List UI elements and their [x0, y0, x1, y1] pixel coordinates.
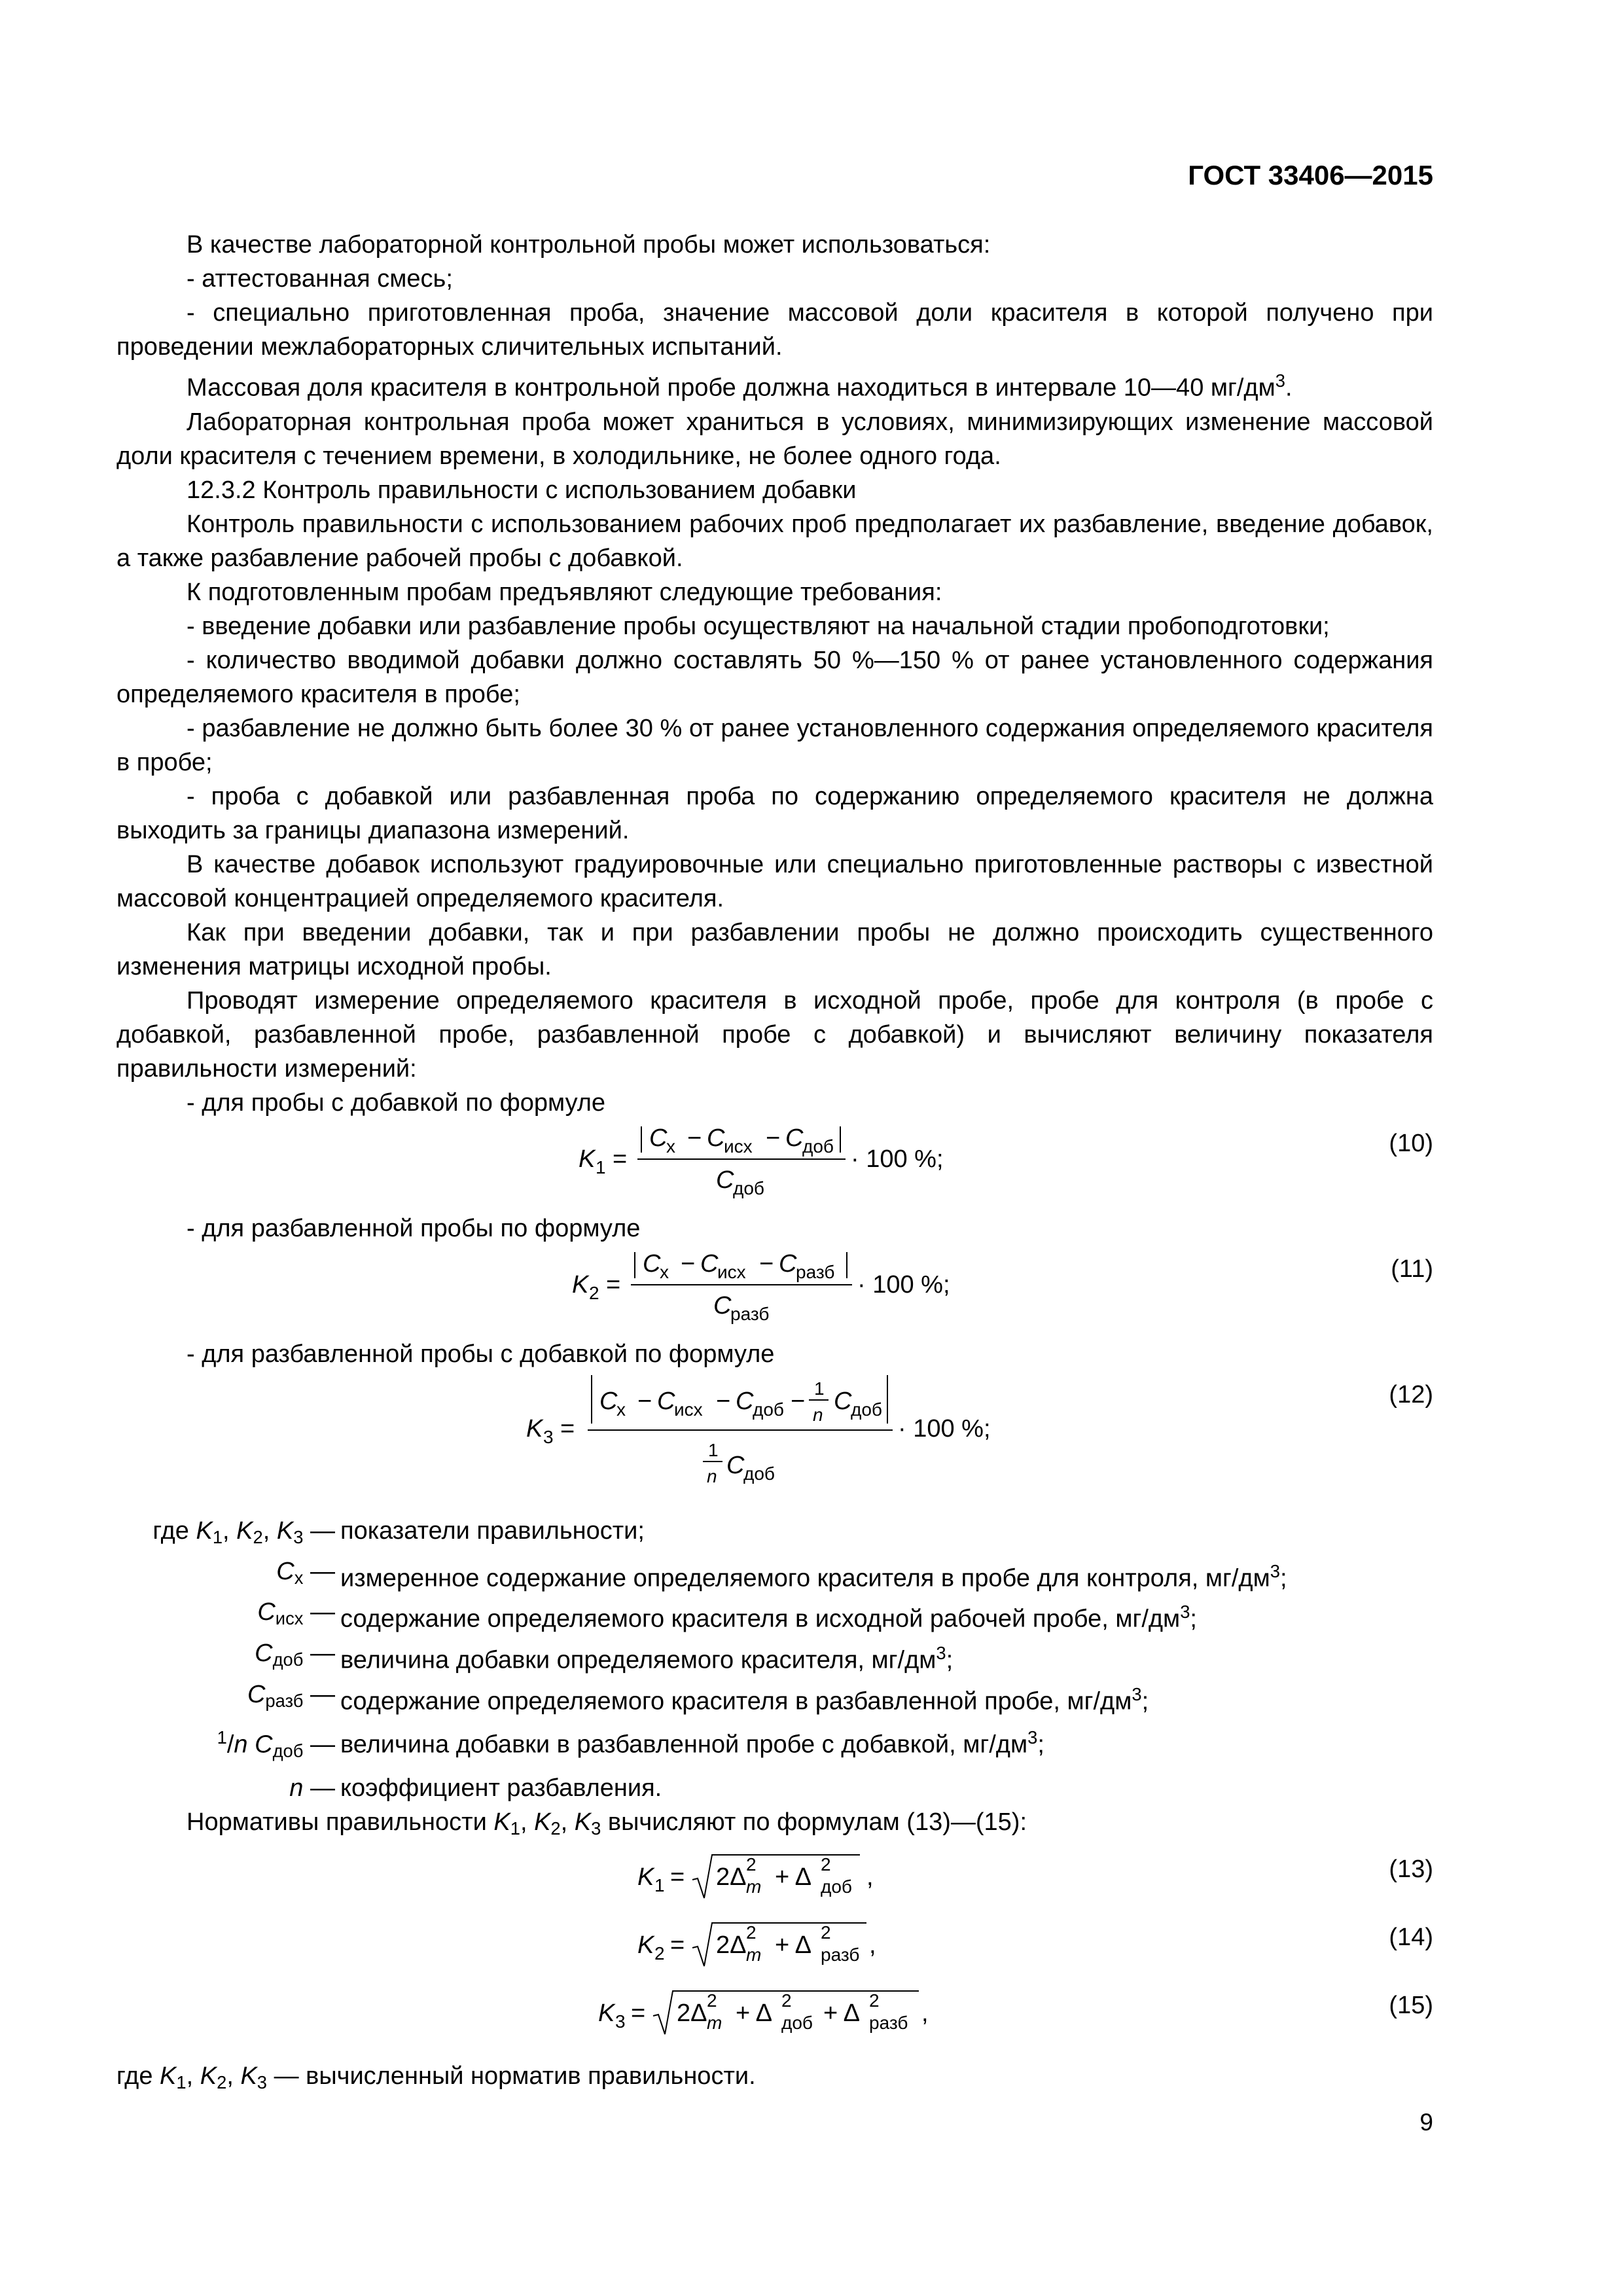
svg-text:=: = — [606, 1270, 621, 1299]
svg-text:=: = — [631, 1999, 646, 2027]
craz-subscript: разб — [796, 1261, 835, 1282]
formula-intro: - для разбавленной пробы с добавкой по формуле — [187, 1340, 775, 1368]
formula-13-svg — [637, 1846, 912, 1914]
list-item: - специально приготовленная проба, значение массовой доли красителя в которой получено при проведении межлабораторных сличительных испытаний. — [116, 299, 1433, 361]
formula-11 — [116, 1246, 1433, 1327]
svg-text:=: = — [613, 1145, 628, 1173]
formula-number: (11) — [1391, 1255, 1433, 1283]
cx-subscript: x — [660, 1261, 669, 1282]
plus-delta-2: + Δ — [823, 1999, 861, 2027]
formula-end: , — [869, 1931, 876, 1959]
list-item: - проба с добавкой или разбавленная проба по содержанию определяемого красителя не должна выходить за границы диапазона измерений. — [116, 782, 1433, 844]
lhs-subscript: 1 — [596, 1157, 606, 1177]
svg-text:=: = — [670, 1931, 685, 1959]
def-symbol: $C_{разб}$ — — [247, 1680, 335, 1711]
def-symbol: $C_{доб}$ — — [255, 1639, 335, 1670]
formula-14 — [116, 1914, 1433, 1982]
formula-tail: · 100 %; — [898, 1414, 991, 1443]
svg-text:−: − — [716, 1387, 731, 1415]
den-subscript: доб — [733, 1177, 764, 1198]
den-fraction-one: 1 — [708, 1439, 719, 1460]
cx-symbol: C — [649, 1124, 668, 1152]
def-description: содержание определяемого красителя в разбавленной пробе, $мг/дм^3$; — [340, 1683, 1149, 1715]
list-item: - разбавление не должно быть более 30 % от ранее установленного содержания определяемого красителя в пробе; — [116, 714, 1433, 776]
formula-end: , — [921, 1999, 929, 2027]
den-symbol: C — [713, 1291, 732, 1319]
lhs-subscript: 2 — [654, 1943, 665, 1964]
formula-15-svg — [598, 1982, 952, 2050]
square: 2 — [746, 1922, 757, 1943]
definitions-list — [116, 1514, 1433, 1805]
s2-subscript: доб — [781, 2012, 813, 2033]
den-subscript: разб — [730, 1303, 770, 1324]
formula-12 — [116, 1371, 1433, 1499]
page-number: 9 — [1419, 2109, 1433, 2136]
formula-10 — [116, 1120, 1433, 1201]
formula-end: , — [866, 1863, 874, 1891]
plus-delta: + Δ — [775, 1931, 812, 1959]
svg-text:−: − — [766, 1124, 781, 1152]
lhs-subscript: 2 — [589, 1282, 599, 1303]
unit-superscript: 3 — [1275, 370, 1285, 391]
lhs-symbol: K — [572, 1270, 589, 1299]
delta-term: 2Δ — [716, 1863, 747, 1891]
cisx-subscript: исх — [674, 1399, 703, 1420]
def-description: величина добавки в разбавленной пробе с добавкой, $мг/дм^3$; — [340, 1727, 1044, 1759]
section-heading: 12.3.2 Контроль правильности с использованием добавки — [187, 476, 857, 504]
s2-subscript: разб — [821, 1944, 860, 1965]
def-description: измеренное содержание определяемого красителя в пробе для контроля, $мг/дм^3$; — [340, 1560, 1287, 1592]
def-symbol: n — — [289, 1774, 335, 1802]
def-description: содержание определяемого красителя в исходной рабочей пробе, $мг/дм^3$; — [340, 1602, 1197, 1633]
paragraph: Как при введении добавки, так и при разбавлении пробы не должно происходить существенного изменения матрицы исходной пробы. — [116, 918, 1433, 980]
svg-text:−: − — [637, 1387, 652, 1415]
paragraph: Контроль правильности с использованием рабочих проб предполагает их разбавление, введение добавок, а также разбавление рабочей пробы с добавкой. — [116, 510, 1433, 572]
list-item: - количество вводимой добавки должно составлять 50 %—150 % от ранее установленного содержания определяемого красителя в пробе; — [116, 646, 1433, 708]
den-fraction-n: n — [707, 1465, 717, 1486]
formula-11-svg — [572, 1246, 978, 1327]
cisx-symbol: C — [707, 1124, 725, 1152]
list-item: - введение добавки или разбавление пробы осуществляют на начальной стадии пробоподготовки; — [187, 612, 1330, 640]
formula-number: (13) — [1389, 1855, 1433, 1883]
def-symbol: $^1$/n $C_{доб}$ — — [217, 1727, 335, 1761]
svg-text:=: = — [560, 1414, 575, 1443]
delta-term: 2Δ — [677, 1999, 707, 2027]
formula-number: (14) — [1389, 1923, 1433, 1951]
paragraph: К подготовленным пробам предъявляют следующие требования: — [187, 578, 942, 606]
den-symbol: C — [726, 1451, 745, 1479]
square: 2 — [707, 1990, 717, 2011]
paragraph: Проводят измерение определяемого красителя в исходной пробе, пробе для контроля (в пробе с добавкой, разбавленной пробе, разбавленной пробе с добавкой) и вычисляют величину показателя правильности измерений: — [116, 986, 1433, 1083]
lhs-symbol: K — [637, 1863, 654, 1891]
fraction-one: 1 — [814, 1378, 825, 1399]
formula-number: (12) — [1389, 1380, 1433, 1408]
def-symbol: где $K_1$, $K_2$, $K_3$ — — [152, 1516, 335, 1547]
svg-text:=: = — [670, 1863, 685, 1891]
square: 2 — [821, 1854, 831, 1874]
def-description: коэффициент разбавления. — [340, 1774, 662, 1802]
m-subscript: m — [746, 1944, 762, 1965]
svg-text:−: − — [681, 1249, 696, 1278]
m-subscript: m — [746, 1876, 762, 1897]
lhs-subscript: 3 — [615, 2011, 626, 2032]
cdob-subscript: доб — [753, 1399, 784, 1420]
paragraph-text: Массовая доля красителя в контрольной пробе должна находиться в интервале 10—40 мг/дм — [187, 374, 1275, 402]
cx-subscript: x — [616, 1399, 626, 1420]
lhs-symbol: K — [637, 1931, 654, 1959]
svg-text:−: − — [791, 1387, 806, 1415]
def-description: величина добавки определяемого красителя, $мг/дм^3$; — [340, 1642, 954, 1674]
def-symbol: $C_{исх}$ — — [257, 1598, 335, 1628]
den-subscript: доб — [743, 1463, 775, 1484]
cisx-symbol: C — [700, 1249, 719, 1278]
s2-subscript: доб — [821, 1876, 852, 1897]
paragraph: В качестве лабораторной контрольной пробы может использоваться: — [187, 231, 991, 259]
den-symbol: C — [716, 1166, 734, 1194]
s3-subscript: разб — [869, 2012, 908, 2033]
svg-text:−: − — [687, 1124, 702, 1152]
lhs-symbol: K — [526, 1414, 543, 1443]
cdob-symbol: C — [785, 1124, 804, 1152]
lhs-symbol: K — [579, 1145, 596, 1173]
c2-symbol: C — [834, 1387, 852, 1415]
formula-10-svg — [579, 1120, 971, 1201]
cisx-symbol: C — [657, 1387, 675, 1415]
final-line: где $K_1$, $K_2$, $K_3$ — вычисленный норматив правильности. — [116, 2062, 756, 2092]
formula-12-svg — [526, 1371, 1024, 1499]
cdob-subscript: доб — [802, 1136, 834, 1157]
cisx-subscript: исх — [717, 1261, 746, 1282]
formula-tail: · 100 %; — [851, 1145, 944, 1173]
square: 2 — [781, 1990, 792, 2011]
formula-tail: · 100 %; — [857, 1270, 950, 1299]
m-subscript: m — [707, 2012, 722, 2033]
paragraph: Лабораторная контрольная проба может храниться в условиях, минимизирующих изменение массовой доли красителя с течением времени, в холодильнике, не более одного года. — [116, 408, 1433, 470]
cisx-subscript: исх — [724, 1136, 753, 1157]
document-header: ГОСТ 33406—2015 — [1188, 160, 1433, 190]
def-description: показатели правильности; — [340, 1516, 645, 1545]
lhs-subscript: 1 — [654, 1874, 665, 1895]
square: 2 — [869, 1990, 880, 2011]
formula-14-svg — [637, 1914, 912, 1982]
def-symbol: $C_x$ — — [276, 1557, 335, 1588]
plus-delta: + Δ — [736, 1999, 773, 2027]
svg-text:−: − — [759, 1249, 774, 1278]
cx-symbol: C — [599, 1387, 618, 1415]
cx-symbol: C — [643, 1249, 661, 1278]
paragraph: В качестве добавок используют градуировочные или специально приготовленные растворы с известной массовой концентрацией определяемого красителя. — [116, 850, 1433, 912]
formula-intro: - для разбавленной пробы по формуле — [187, 1214, 641, 1242]
formula-intro: - для пробы с добавкой по формуле — [187, 1088, 606, 1117]
formula-15 — [116, 1982, 1433, 2050]
square: 2 — [821, 1922, 831, 1943]
document-body — [116, 228, 1433, 2099]
delta-term: 2Δ — [716, 1931, 747, 1959]
paragraph: Массовая доля красителя в контрольной пробе должна находиться в интервале 10—40 $мг/дм^3$. — [187, 370, 1293, 402]
list-item: - аттестованная смесь; — [187, 265, 453, 293]
normatives-intro: Нормативы правильности $K_1$, $K_2$, $K_3$ вычисляют по формулам (13)—(15): — [187, 1808, 1027, 1839]
lhs-symbol: K — [598, 1999, 615, 2027]
fraction-n: n — [813, 1404, 823, 1425]
cdob-symbol: C — [736, 1387, 754, 1415]
plus-delta: + Δ — [775, 1863, 812, 1891]
square: 2 — [746, 1854, 757, 1874]
formula-13 — [116, 1846, 1433, 1914]
formula-number: (10) — [1389, 1129, 1433, 1157]
c2-subscript: доб — [851, 1399, 882, 1420]
cx-subscript: x — [666, 1136, 675, 1157]
craz-symbol: C — [779, 1249, 797, 1278]
lhs-subscript: 3 — [543, 1426, 554, 1447]
formula-number: (15) — [1389, 1991, 1433, 2019]
